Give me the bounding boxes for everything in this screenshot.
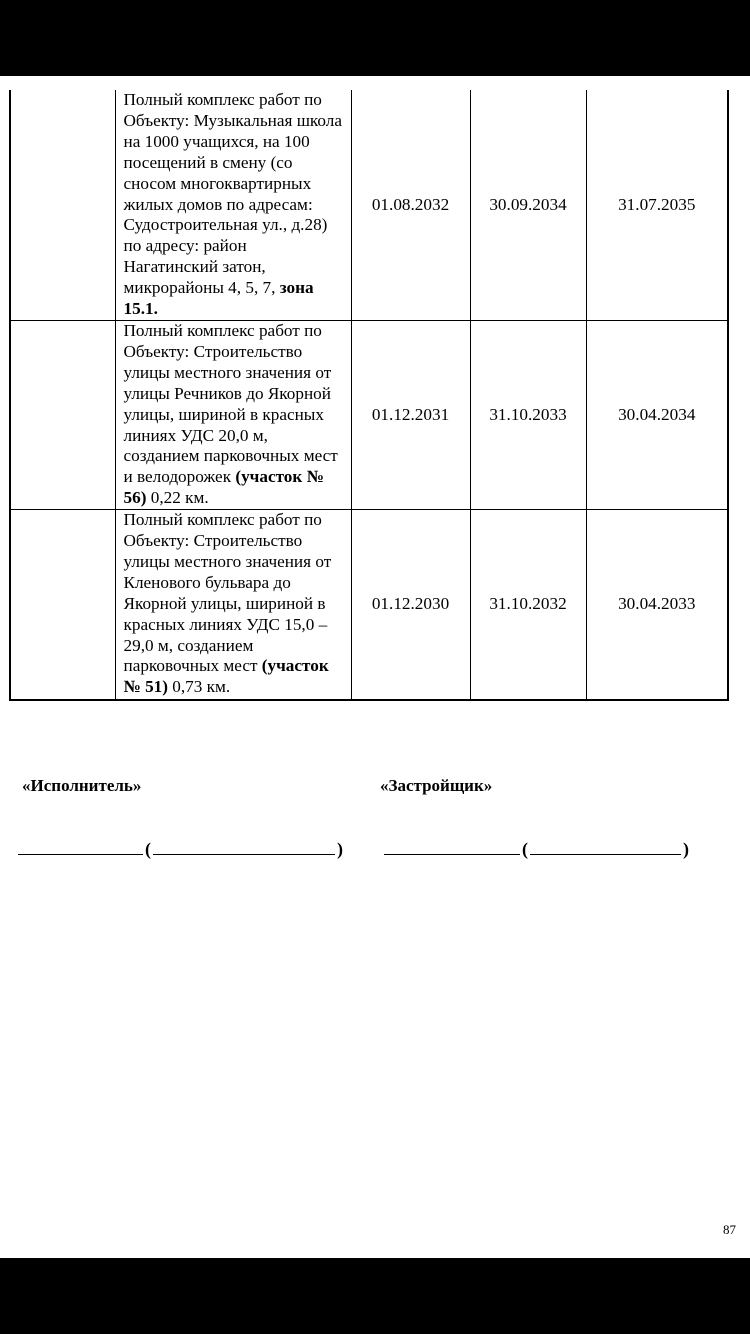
end-date: 30.04.2034 xyxy=(586,320,728,509)
end-date: 30.04.2033 xyxy=(586,510,728,700)
mid-date: 30.09.2034 xyxy=(470,90,586,320)
start-date: 01.12.2031 xyxy=(351,320,470,509)
table-row xyxy=(10,320,728,509)
mid-date: 31.10.2033 xyxy=(470,320,586,509)
table-cell-empty xyxy=(10,510,115,700)
developer-label: «Застройщик» xyxy=(380,776,493,795)
start-date: 01.08.2032 xyxy=(351,90,470,320)
mid-date: 31.10.2032 xyxy=(470,510,586,700)
name-blank xyxy=(153,838,335,855)
signature-blank xyxy=(384,838,520,855)
developer-signature-line: ( ) xyxy=(384,838,691,860)
name-blank xyxy=(530,838,681,855)
executor-label: «Исполнитель» xyxy=(22,776,142,795)
works-schedule-table xyxy=(9,90,729,701)
table-cell-empty xyxy=(10,320,115,509)
table-cell-empty xyxy=(10,90,115,320)
start-date: 01.12.2030 xyxy=(351,510,470,700)
document-page xyxy=(0,76,750,1258)
work-description: Полный комплекс работ по Объекту: Строительство улицы местного значения от улицы Речников до Якорной улицы, шириной в красных линиях УДС 20,0 м, созданием парковочных мест и велодорожек (участок № 56) 0,22 км. xyxy=(115,320,351,509)
signature-blank xyxy=(18,838,143,855)
page-number: 87 xyxy=(723,1222,736,1237)
table-row xyxy=(10,90,728,320)
executor-signature-line: ( ) xyxy=(18,838,345,860)
work-description: Полный комплекс работ по Объекту: Музыкальная школа на 1000 учащихся, на 100 посещений в смену (со сносом многоквартирных жилых домов по адресам: Судостроительная ул., д.28) по адресу: район Нагатинский затон, микрорайоны 4, 5, 7, зона 15.1. xyxy=(115,90,351,320)
work-description: Полный комплекс работ по Объекту: Строительство улицы местного значения от Кленового бульвара до Якорной улицы, шириной в красных линиях УДС 15,0 – 29,0 м, созданием парковочных мест (участок № 51) 0,73 км. xyxy=(115,510,351,700)
table-row xyxy=(10,510,728,700)
end-date: 31.07.2035 xyxy=(586,90,728,320)
